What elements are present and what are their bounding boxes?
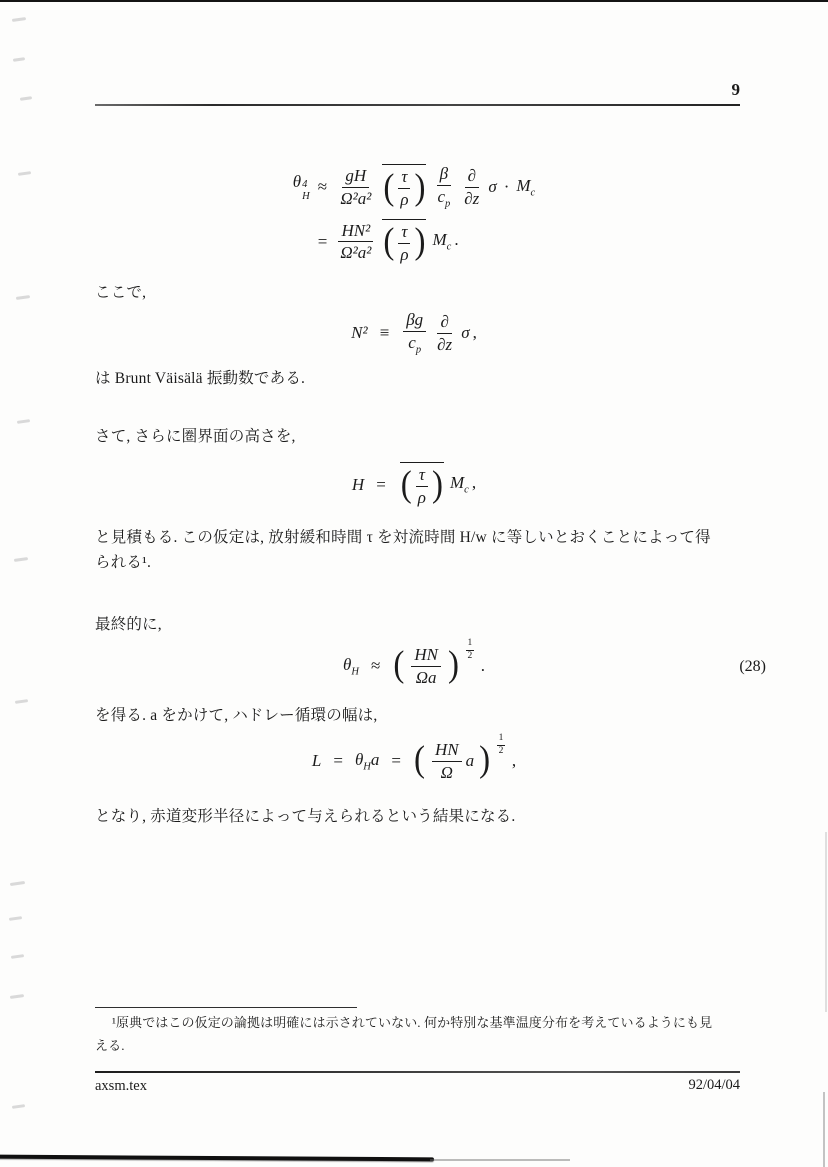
approx-symbol: ≈ (317, 177, 328, 196)
scan-smudge (15, 699, 28, 704)
overline-tau-rho: ( τ ρ ) (382, 164, 426, 209)
exponent-half: 1 2 (467, 638, 473, 661)
scan-smudge (13, 57, 25, 62)
footnote-line: ¹原典ではこの仮定の論拠は明確には示されていない. 何か特別な基準温度分布を考えているようにも見 (112, 1015, 713, 1030)
equiv-symbol: ≡ (379, 323, 390, 342)
overline-tau-rho: ( τ ρ ) (382, 219, 426, 264)
header-rule (95, 104, 740, 106)
scan-smudge (12, 17, 26, 22)
scan-smudge (20, 96, 32, 101)
overline-tau-rho: ( τ ρ ) (400, 462, 444, 507)
paragraph-mitsumori (95, 525, 745, 575)
equation-28: $\theta_H$ ≈ ( HN Ωa ) 1 2 . (343, 638, 485, 687)
scan-smudge (12, 1104, 25, 1109)
footer-rule (95, 1071, 740, 1073)
scan-smudge (11, 954, 24, 959)
paragraph-brunt: は Brunt Väisälä 振動数である. (95, 370, 306, 387)
paragraph-kokode: ここで, (95, 284, 147, 301)
scan-edge-bottom-tail (430, 1159, 570, 1161)
equation-brunt-vaisala: N² ≡ βg $c_p$ ∂ ∂z σ , (351, 310, 477, 355)
paragraph-line: と見積もる. この仮定は, 放射緩和時間 τ を対流時間 H/w に等しいとおくことによって得 (95, 529, 711, 546)
scan-edge-right (823, 1092, 825, 1167)
paragraph-saishu: 最終的に, (95, 616, 162, 633)
equals-symbol: = (391, 751, 401, 771)
equation-height: H = ( τ ρ ) $M_c$ , (0, 462, 828, 507)
equals-symbol: = (333, 751, 343, 771)
footnote-rule (95, 1007, 357, 1008)
footnote-line: える. (95, 1037, 125, 1053)
scan-smudge (10, 881, 25, 886)
page-number: 9 (731, 80, 740, 99)
scan-edge-right-faint (825, 832, 827, 1012)
approx-symbol: ≈ (370, 656, 381, 676)
equation-theta-h4 (0, 164, 828, 264)
paragraph-tonari: となり, 赤道変形半径によって与えられるという結果になる. (95, 808, 516, 825)
paragraph-eru: を得る. a をかけて, ハドレー循環の幅は, (95, 707, 378, 724)
equals-symbol: = (376, 474, 386, 494)
equals-symbol: = (317, 231, 328, 251)
scan-smudge (9, 916, 22, 921)
exponent-half: 1 2 (498, 733, 504, 756)
scan-smudge (14, 557, 28, 562)
eq1-lhs: θ 4 H (292, 171, 310, 202)
scan-smudge (16, 295, 30, 300)
paragraph-line: られる¹. (95, 554, 152, 571)
equation-hadley-width: L = $\theta_Ha$ = ( HN Ω a ) 1 2 , (311, 733, 517, 782)
eq1-rhs-line1: gH Ω²a² ( τ ρ ) β $c_p$ ∂ ∂z σ · $M_c$ (340, 164, 536, 209)
scan-smudge (10, 994, 24, 999)
footer-date: 92/04/04 (688, 1077, 740, 1093)
scan-edge-top (0, 0, 828, 2)
eq1-rhs-line2: HN² Ω²a² ( τ ρ ) $M_c$ . (340, 220, 459, 264)
footer-filename: axsm.tex (95, 1078, 147, 1094)
scan-smudge (17, 419, 30, 424)
paragraph-sate: さて, さらに圏界面の高さを, (95, 428, 296, 445)
scan-edge-bottom (0, 1155, 434, 1162)
equation-tag: (28) (739, 658, 766, 675)
footnote (95, 1012, 751, 1057)
